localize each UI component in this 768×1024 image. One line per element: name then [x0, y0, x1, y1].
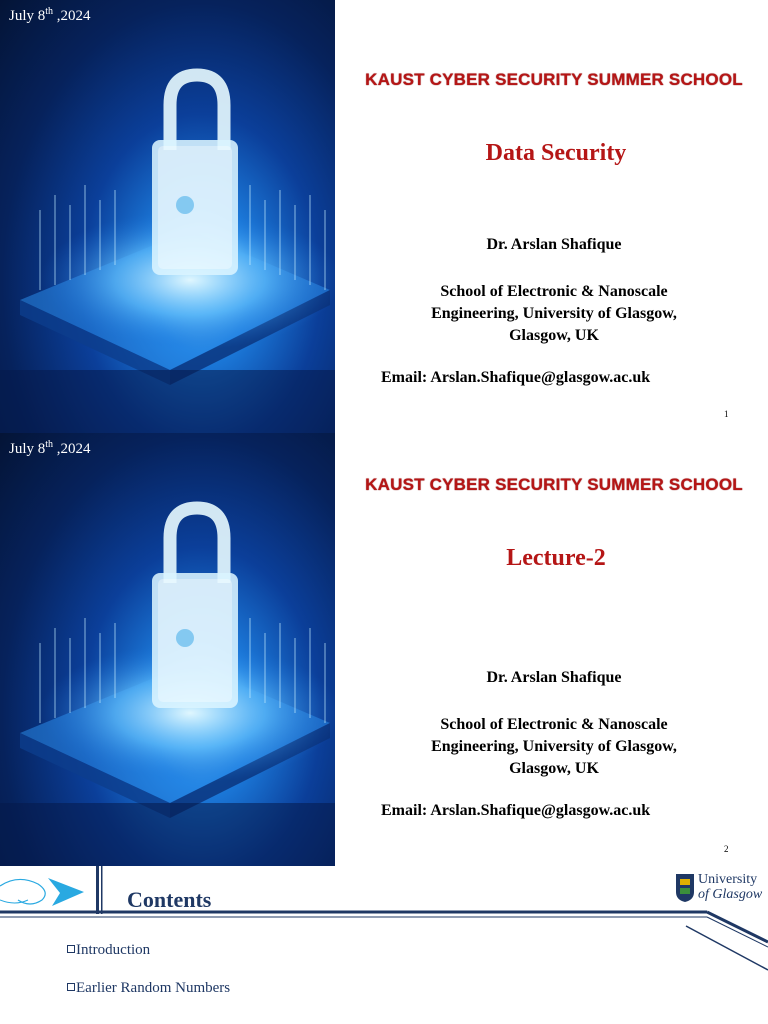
checkbox-bullet-icon	[67, 983, 75, 991]
author-name: Dr. Arslan Shafique	[486, 669, 622, 686]
affiliation	[340, 714, 768, 780]
slide-date: July 8th ,2024	[9, 439, 91, 457]
school-heading: KAUST CYBER SECURITY SUMMER SCHOOL	[365, 475, 743, 494]
arrow-icon	[48, 878, 84, 906]
affiliation-line: Glasgow, UK	[509, 327, 599, 344]
title-slide-1	[0, 0, 768, 433]
logo-line: of Glasgow	[698, 887, 763, 902]
affiliation-line: School of Electronic & Nanoscale	[440, 283, 668, 300]
page-number: 2	[724, 844, 729, 854]
affiliation-line: Engineering, University of Glasgow,	[431, 738, 677, 755]
checkbox-bullet-icon	[67, 945, 75, 953]
page-number: 1	[724, 409, 729, 419]
padlock-icon	[0, 433, 335, 866]
school-heading: KAUST CYBER SECURITY SUMMER SCHOOL	[365, 70, 743, 89]
padlock-circuit-image	[0, 433, 335, 866]
author-name: Dr. Arslan Shafique	[486, 236, 622, 253]
contents-item: Introduction	[67, 942, 150, 959]
author-email: Email: Arslan.Shafique@glasgow.ac.uk	[381, 802, 651, 819]
slide-date: July 8th ,2024	[9, 6, 91, 24]
university-crest-icon	[676, 874, 694, 902]
university-logo	[698, 872, 762, 902]
slide-title: Data Security	[485, 140, 627, 166]
padlock-icon	[0, 0, 335, 433]
affiliation-line: Glasgow, UK	[509, 760, 599, 777]
logo-line: University	[698, 872, 758, 887]
contents-title: Contents	[127, 887, 212, 912]
title-slide-2	[0, 433, 768, 866]
contents-item: Earlier Random Numbers	[67, 980, 230, 997]
slide-title: Lecture-2	[506, 545, 606, 571]
affiliation	[340, 281, 768, 347]
padlock-circuit-image	[0, 0, 335, 433]
affiliation-line: Engineering, University of Glasgow,	[431, 305, 677, 322]
contents-slide	[0, 866, 768, 1024]
affiliation-line: School of Electronic & Nanoscale	[440, 716, 668, 733]
author-email: Email: Arslan.Shafique@glasgow.ac.uk	[381, 369, 651, 386]
